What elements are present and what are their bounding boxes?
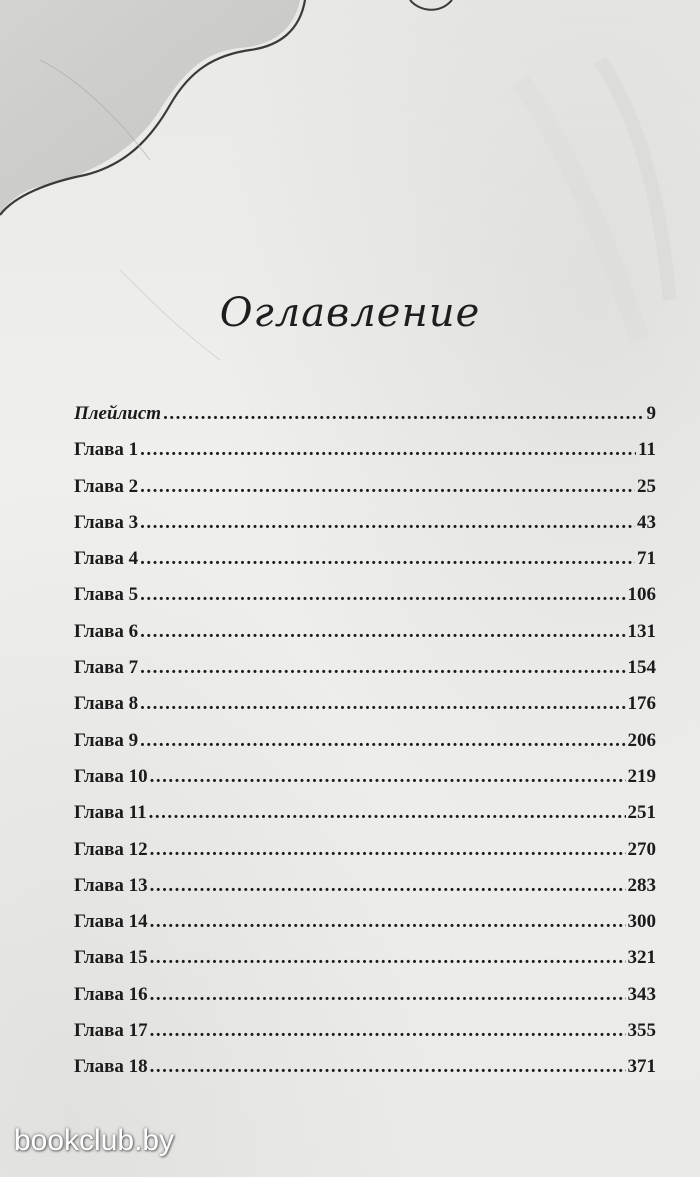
- toc-entry-page-number: 106: [627, 584, 656, 606]
- toc-entry-page-number: 355: [627, 1020, 656, 1042]
- toc-dot-leader: [140, 584, 625, 606]
- toc-dot-leader: [150, 911, 626, 933]
- toc-entry-title: Глава 2: [74, 475, 139, 497]
- toc-entry: [74, 439, 656, 475]
- toc-entry-title: Глава 5: [74, 584, 139, 606]
- toc-dot-leader: [163, 403, 644, 425]
- toc-entry: [74, 1020, 656, 1056]
- toc-entry-page-number: 300: [627, 911, 656, 933]
- toc-entry: [74, 766, 656, 802]
- toc-entry: [74, 512, 656, 548]
- toc-entry-title: Глава 6: [74, 620, 139, 642]
- toc-dot-leader: [140, 439, 636, 461]
- toc-entry-title: Глава 11: [74, 802, 147, 824]
- toc-entry-page-number: 206: [627, 729, 656, 751]
- toc-dot-leader: [150, 766, 626, 788]
- toc-entry-title: Глава 1: [74, 439, 139, 461]
- toc-dot-leader: [150, 947, 626, 969]
- toc-entry-page-number: 43: [637, 511, 656, 533]
- toc-entry-title: Глава 12: [74, 838, 148, 860]
- toc-entry: [74, 548, 656, 584]
- toc-entry-title: Глава 16: [74, 983, 148, 1005]
- toc-entry-page-number: 219: [627, 765, 656, 787]
- toc-entry-title: Глава 8: [74, 693, 139, 715]
- toc-entry: [74, 911, 656, 947]
- page-title: Оглавление: [219, 290, 481, 336]
- toc-dot-leader: [149, 802, 626, 824]
- toc-entry-title: Глава 3: [74, 511, 139, 533]
- toc-entry-page-number: 176: [627, 693, 656, 715]
- toc-entry-title: Глава 18: [74, 1056, 148, 1078]
- toc-entry-title: Плейлист: [74, 403, 162, 424]
- toc-dot-leader: [140, 730, 625, 752]
- toc-entry-page-number: 270: [627, 838, 656, 860]
- toc-entry-page-number: 251: [627, 802, 656, 824]
- toc-entry-page-number: 283: [627, 874, 656, 896]
- toc-entry: [74, 476, 656, 512]
- toc-dot-leader: [150, 875, 626, 897]
- toc-entry-page-number: 371: [627, 1056, 656, 1078]
- toc-entry: [74, 584, 656, 620]
- toc-entry-page-number: 343: [627, 983, 656, 1005]
- toc-entry: [74, 947, 656, 983]
- toc-dot-leader: [150, 984, 626, 1006]
- toc-entry-title: Глава 9: [74, 729, 139, 751]
- toc-entry-page-number: 321: [627, 947, 656, 969]
- toc-dot-leader: [140, 548, 635, 570]
- toc-entry: [74, 839, 656, 875]
- toc-entry-title: Глава 15: [74, 947, 148, 969]
- toc-entry-title: Глава 7: [74, 657, 139, 679]
- toc-dot-leader: [150, 1056, 626, 1078]
- toc-entry-page-number: 9: [646, 403, 656, 424]
- toc-dot-leader: [150, 839, 626, 861]
- toc-entry-title: Глава 17: [74, 1020, 148, 1042]
- toc-dot-leader: [140, 693, 625, 715]
- toc-entry: [74, 730, 656, 766]
- toc-dot-leader: [150, 1020, 626, 1042]
- toc-entry-page-number: 71: [637, 548, 656, 570]
- watermark-text: bookclub.by: [14, 1124, 175, 1157]
- toc-dot-leader: [140, 621, 625, 643]
- toc-entry: [74, 693, 656, 729]
- toc-entry-title: Глава 13: [74, 874, 148, 896]
- toc-entry-page-number: 25: [637, 475, 656, 497]
- table-of-contents: [74, 403, 656, 1093]
- toc-entry-page-number: 131: [627, 620, 656, 642]
- toc-entry: [74, 1056, 656, 1092]
- toc-dot-leader: [140, 512, 635, 534]
- toc-entry: [74, 403, 656, 439]
- toc-entry-page-number: 154: [627, 657, 656, 679]
- toc-dot-leader: [140, 657, 625, 679]
- toc-entry: [74, 621, 656, 657]
- toc-entry: [74, 802, 656, 838]
- toc-entry-title: Глава 10: [74, 765, 148, 787]
- toc-entry: [74, 984, 656, 1020]
- toc-dot-leader: [140, 476, 635, 498]
- toc-entry-page-number: 11: [638, 439, 656, 461]
- toc-entry: [74, 657, 656, 693]
- toc-entry-title: Глава 4: [74, 548, 139, 570]
- toc-entry: [74, 875, 656, 911]
- toc-entry-title: Глава 14: [74, 911, 148, 933]
- watercolor-leaf-illustration: [0, 0, 700, 420]
